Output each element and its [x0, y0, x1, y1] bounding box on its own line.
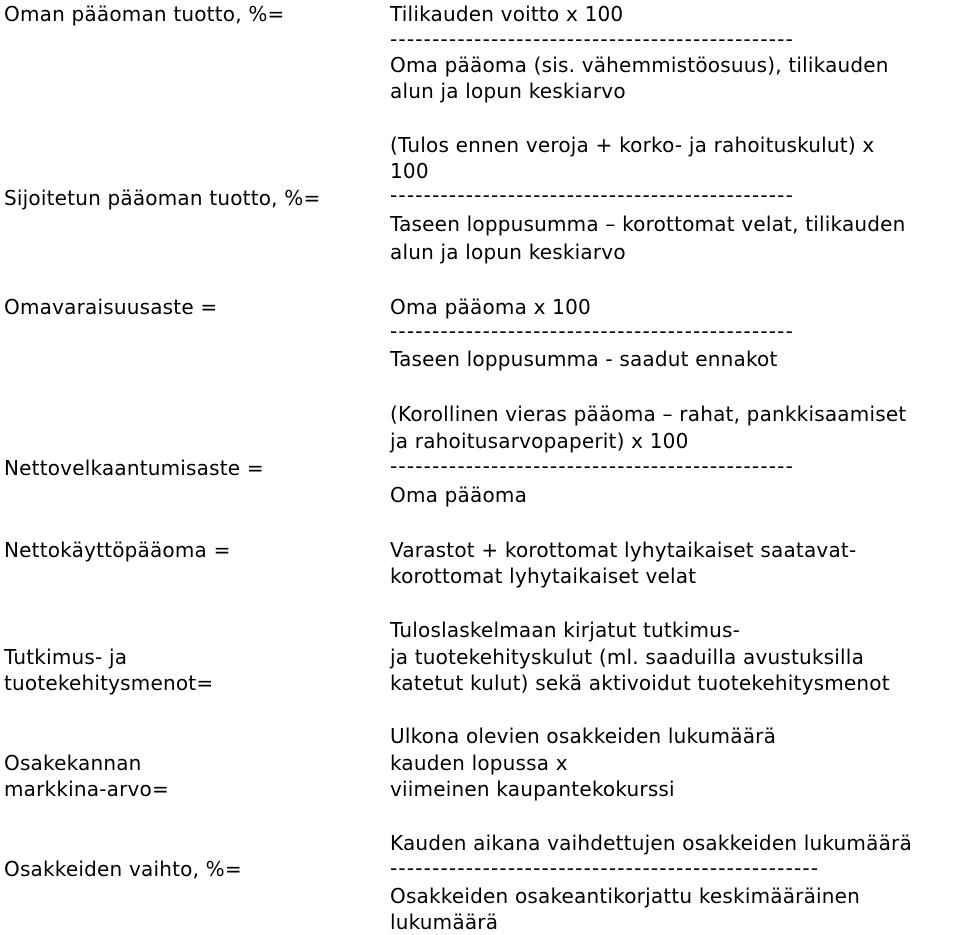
formula-text: katetut kulut) sekä aktivoidut tuotekehitysmenot [390, 671, 890, 695]
formula-numerator: (Tulos ennen veroja + korko- ja rahoituskulut) x [390, 133, 875, 157]
formula-label: Oman pääoman tuotto, %= [4, 2, 285, 26]
formula-label: Nettokäyttöpääoma = [4, 538, 231, 562]
formula-denominator: lukumäärä [390, 910, 499, 934]
formula-text: kauden lopussa x [390, 751, 568, 775]
formula-text: viimeinen kaupantekokurssi [390, 777, 675, 801]
formula-label: Osakekannan [4, 751, 142, 775]
formula-numerator: Kauden aikana vaihdettujen osakkeiden lukumäärä [390, 831, 912, 855]
formula-label: tuotekehitysmenot= [4, 671, 214, 695]
formula-denominator: Taseen loppusumma - saadut ennakot [390, 347, 778, 371]
fraction-divider: ------------------------------------------------ [390, 27, 795, 51]
fraction-divider: ------------------------------------------------ [390, 183, 795, 207]
formula-denominator: Osakkeiden osakeantikorjattu keskimääräinen [390, 884, 861, 908]
formula-numerator: 100 [390, 159, 429, 183]
formula-text: ja tuotekehityskulut (ml. saaduilla avustuksilla [390, 645, 865, 669]
formula-denominator: Oma pääoma (sis. vähemmistöosuus), tilikauden [390, 53, 889, 77]
formula-denominator: alun ja lopun keskiarvo [390, 79, 626, 103]
formula-numerator: Oma pääoma x 100 [390, 295, 591, 319]
fraction-divider: ------------------------------------------------ [390, 454, 795, 478]
formula-text: Varastot + korottomat lyhytaikaiset saatavat- [390, 538, 857, 562]
formula-numerator: ja rahoitusarvopaperit) x 100 [390, 429, 689, 453]
formula-label: Osakkeiden vaihto, %= [4, 857, 242, 881]
formula-text: korottomat lyhytaikaiset velat [390, 564, 697, 588]
formula-numerator: (Korollinen vieras pääoma – rahat, pankkisaamiset [390, 402, 907, 426]
fraction-divider: --------------------------------------------------- [390, 856, 820, 880]
formula-numerator: Tilikauden voitto x 100 [390, 2, 624, 26]
formula-text: Ulkona olevien osakkeiden lukumäärä [390, 724, 777, 748]
formula-denominator: Taseen loppusumma – korottomat velat, tilikauden [390, 212, 906, 236]
formula-denominator: alun ja lopun keskiarvo [390, 240, 626, 264]
fraction-divider: ------------------------------------------------ [390, 319, 795, 343]
formula-denominator: Oma pääoma [390, 483, 528, 507]
formula-label: Omavaraisuusaste = [4, 295, 218, 319]
formula-text: Tuloslaskelmaan kirjatut tutkimus- [390, 618, 741, 642]
formula-label: Tutkimus- ja [4, 645, 128, 669]
formula-label: markkina-arvo= [4, 777, 169, 801]
formula-label: Nettovelkaantumisaste = [4, 456, 264, 480]
formula-label: Sijoitetun pääoman tuotto, %= [4, 186, 321, 210]
